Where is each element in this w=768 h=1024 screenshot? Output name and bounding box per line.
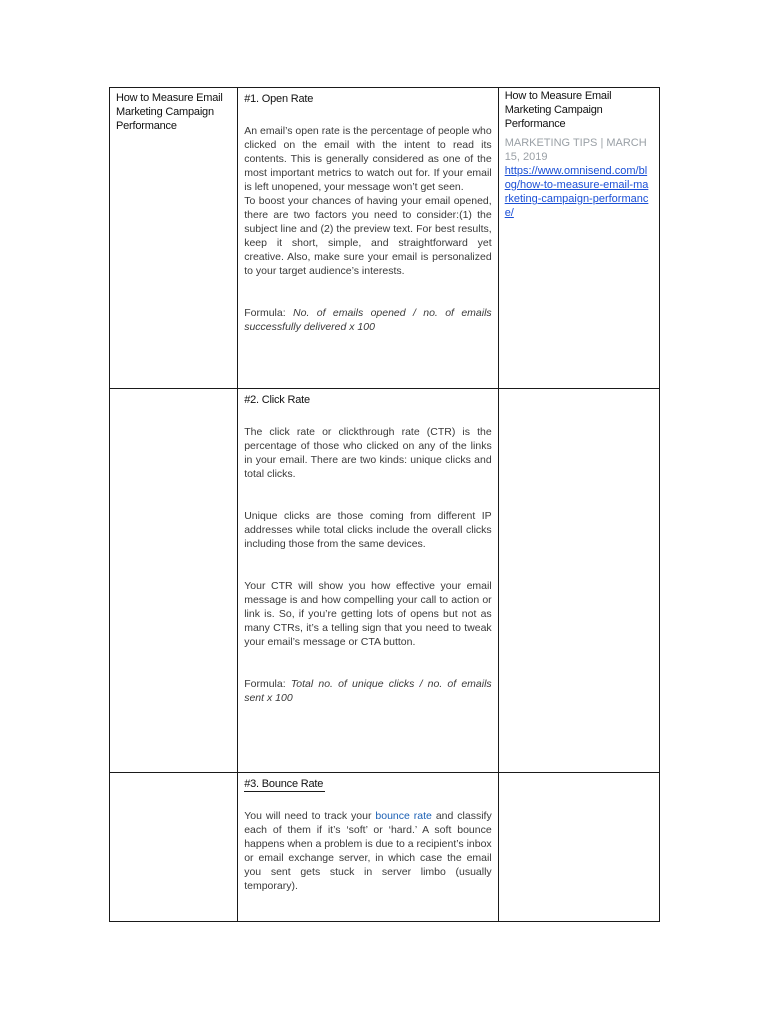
source-cell [498, 88, 659, 389]
bounce-text-after: and classify each of them if it’s ‘soft’ or ‘hard.’ A soft bounce happens when a problem is due to a recipient’s inbox or email exchange server, in which case the email you sent gets stuck in server limbo (usually temporary). [244, 810, 492, 892]
click-rate-formula [244, 677, 491, 705]
formula-label: Formula: [244, 307, 286, 319]
topic-title [110, 773, 237, 776]
bounce-rate-paragraph [244, 809, 491, 893]
topic-title: How to Measure Email Marketing Campaign Performance [116, 92, 223, 132]
table-row [110, 773, 660, 922]
section-heading-open-rate: #1. Open Rate [244, 93, 314, 105]
click-rate-paragraph: The click rate or clickthrough rate (CTR) is the percentage of those who clicked on any of the links in your email. There are two kinds: unique clicks and total clicks. [244, 426, 492, 480]
topic-cell [110, 773, 238, 922]
content-cell [238, 773, 498, 922]
source-meta: MARKETING TIPS | MARCH 15, 2019 [504, 137, 647, 163]
formula-expression: No. of emails opened / no. of emails successfully delivered x 100 [244, 307, 492, 333]
open-rate-paragraph: To boost your chances of having your email opened, there are two factors you need to consider:(1) the subject line and (2) the preview text. For best results, keep it short, simple, and straightforward yet creative. Also, make sure your email is personalized to your target audience’s interests. [244, 195, 492, 277]
notes-table [109, 87, 660, 922]
content-cell [238, 88, 498, 389]
bounce-rate-link[interactable]: bounce rate [375, 810, 432, 822]
click-rate-paragraph: Your CTR will show you how effective your email message is and how compelling your call to action or link is. So, if you’re getting lots of opens but not as many CTRs, it’s a telling sign that you need to tweak your email’s message or CTA button. [244, 580, 492, 648]
click-rate-paragraph: Unique clicks are those coming from different IP addresses while total clicks include the overall clicks including those from the same devices. [244, 510, 492, 550]
bounce-text-before: You will need to track your [244, 810, 372, 822]
formula-expression: Total no. of unique clicks / no. of emails sent x 100 [244, 678, 492, 704]
section-heading-click-rate: #2. Click Rate [244, 394, 310, 406]
table-row [110, 88, 660, 389]
open-rate-formula [244, 306, 491, 334]
source-cell [498, 773, 659, 922]
topic-cell [110, 88, 238, 389]
content-cell [238, 389, 498, 773]
source-link[interactable]: https://www.omnisend.com/blog/how-to-measure-email-marketing-campaign-performance/ [504, 165, 649, 219]
formula-label: Formula: [244, 678, 286, 690]
open-rate-paragraph: An email’s open rate is the percentage of people who clicked on the email with the intent to read its contents. This is generally considered as one of the most important metrics to watch out for. If your email is left unopened, your message won’t get seen. [244, 125, 492, 193]
topic-title [110, 389, 237, 392]
source-title: How to Measure Email Marketing Campaign Performance [504, 90, 612, 130]
topic-cell [110, 389, 238, 773]
source-cell [498, 389, 659, 773]
table-row [110, 389, 660, 773]
section-heading-bounce-rate: #3. Bounce Rate [244, 778, 324, 790]
